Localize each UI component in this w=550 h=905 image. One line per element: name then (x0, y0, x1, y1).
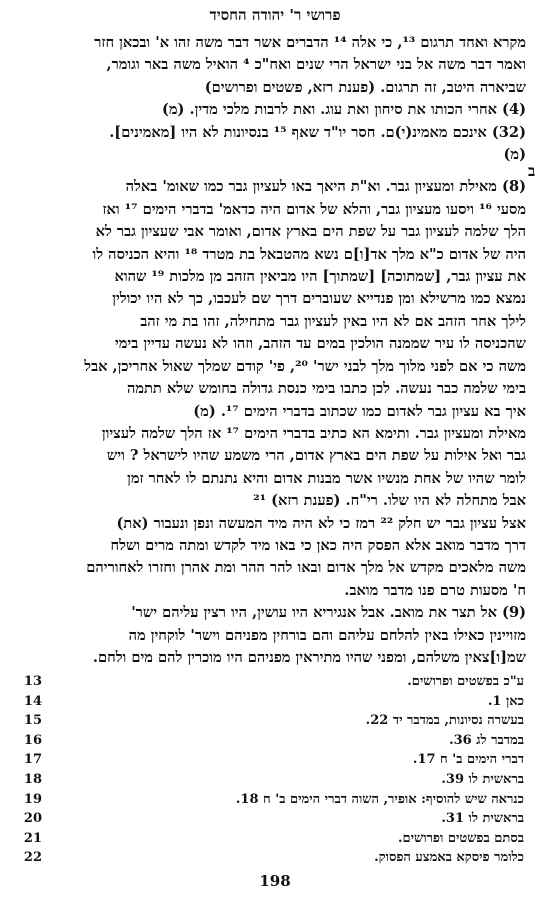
text-line: משה מלאכים מקדש אל מלך אדום ובאו להר ההר ומת אהרן וחזרו לאחוריהם (86, 559, 526, 577)
text-line: איך בא עציון גבר לאדום כמו שכתוב בדברי הימים ¹⁷. (מ) (193, 402, 526, 420)
footnote (14, 711, 526, 731)
paragraph-2 (14, 176, 526, 669)
footnotes (14, 672, 526, 868)
text-line: לומר שהיו של אחת מנשיו אשר מבנות אדום והיא נתנתם לו לאחר זמן (127, 469, 526, 487)
footnote-text: במדבר לג 36. (449, 732, 524, 748)
main-text (14, 32, 526, 669)
text-line: לילך אחר הזהב אם לא היו באין לעציון גבר מתחילה, זהו בת מי זהב (140, 312, 526, 330)
text-line: (8) מאילת ומעציון גבר. וא"ת היאך באו לעציון גבר כמו שאומ' באלה (125, 178, 526, 196)
text-line: את עציון גבר, [שמתוכה] [שמתוך] היו מביאין הזהב מן מלכות ¹⁹ שהוא (114, 268, 526, 286)
text-line: הלך שלמה לעציון גבר על שפת הים בארץ אדום, ואומר אבי שעציון גבר לא (95, 223, 526, 241)
text-line: דרך מדבר מואב אלא הפסק היה כאן כי באו מיד לקדש ומתה מרים ושלח (110, 536, 526, 554)
paragraph-gap (14, 166, 526, 176)
text-line: אצל עציון גבר יש חלק ²² רמז כי לא היה מיד המעשה ונפן ונעבור (את) (116, 514, 526, 532)
text-line: שהכניסה לו עיר שממנה הולכין במים עד הזהב, וזהו לא נעשה עדיין בימי (114, 335, 526, 353)
margin-letter: ב (528, 162, 536, 180)
footnote (14, 848, 526, 868)
text-line: שמ[ו]צאין משלהם, ומפני שהיו מתיראין מפניהם היו מוכרין להם מים ולחם. (92, 648, 526, 666)
footnote (14, 770, 526, 790)
footnote-number: 16 (23, 732, 42, 748)
footnote-text: בסתם בפשטים ופרושים. (397, 830, 524, 846)
footnote-number: 21 (23, 830, 42, 846)
footnote-number: 15 (23, 713, 42, 729)
footnote (14, 790, 526, 810)
page-number: 198 (259, 872, 291, 890)
text-line: מאילת ומעציון גבר. ותימא הא כתיב בדברי הימים ¹⁷ אז הלך שלמה לעציון (101, 424, 526, 442)
text-line: ח' מסעות טרם פנו מדבר מואב. (344, 581, 526, 599)
text-line: מסעי ¹⁶ ויסעו מעציון גבר, והלא של אדום היה כדאמ' בדברי הימים ¹⁷ ואז (102, 200, 526, 218)
footnote-text: כנראה שיש להוסיף: אופיר, השוה דברי הימים ב' ח 18. (235, 791, 524, 807)
footnote (14, 672, 526, 692)
footnote-text: בראשית לו 39. (441, 771, 524, 787)
footnote-number: 14 (23, 693, 42, 709)
text-line: בימי שלמה כבר נעשה. לכן כתבו בימי כנסת גדולה בחומש שלא תתמה (126, 380, 526, 398)
footnote-number: 22 (23, 850, 42, 866)
footnote-number: 13 (23, 674, 42, 689)
text-line: שביארה היטב, זה תרגום. (פענת רזא, פשטים ופרושים) (204, 78, 526, 96)
text-line: היה של אדום כ"א מלך אד[ו]ם נשא מהטבאל בת מטרד ¹⁸ והיא הכניסה לו (92, 245, 526, 263)
text-line: ואמר דבר משה אל בני ישראל הרי שנים ואח"כ ⁴ הואיל משה באר וגומר, (106, 56, 526, 74)
text-line: משה כי אם לפני מלוך מלך לבני ישר' ²⁰, פי' קודם שמלך שאול אחריכן, אבל (84, 357, 526, 375)
footnote-text: בעשרה נסיונות, במדבר יד 22. (365, 713, 524, 729)
footnote (14, 829, 526, 849)
paragraph-1 (14, 32, 526, 166)
footnote-number: 18 (23, 771, 42, 787)
footnote-text: כאן 1. (487, 693, 524, 709)
text-line: גבר ואל אילות על שפת הים בארץ אדום, הרי משמע שהיו לישראל ? ויש (106, 447, 526, 465)
footnote-text: דברי הימים ב' ח 17. (412, 752, 524, 768)
footnote (14, 809, 526, 829)
text-line: (4) אחרי הכותו את סיחון ואת עוג. ואת לרבות מלכי מדין. (מ) (162, 101, 526, 119)
text-line: (9) אל תצר את מואב. אבל אנגיריא היו עושין, היו רצין עליהם ישר' (131, 604, 526, 622)
footnote (14, 692, 526, 712)
text-line: אבל מתחלה לא היו שלו. רי"ח. (פענת רזא) ²¹ (253, 492, 526, 510)
footnote (14, 731, 526, 751)
text-line: נמצא כמו מרשילא ומן פנדייא שעוברים דרך שם לעכבו, כך לא היו יכולין (112, 290, 526, 308)
text-line: מקרא ואחד תרגום ¹³, כי אלה ¹⁴ הדברים אשר דבר משה זהו א' ובכאן חזר (94, 34, 526, 51)
footnote-text: כלומר פיסקא באמצע הפסוק. (374, 850, 524, 866)
text-line: מזויינין כאילו באין להלחם עליהם והם בורחין מפניהם וישר' לוקחין מה (128, 626, 526, 644)
running-header: פרושי ר' יהודה החסיד (209, 6, 341, 24)
footnote-number: 19 (23, 791, 42, 807)
footnote (14, 750, 526, 770)
text-line: (מ) (503, 146, 526, 164)
footnote-text: בראשית לו 31. (441, 811, 524, 827)
footnote-number: 20 (23, 811, 42, 827)
text-line: (32) אינכם מאמינ(י)ם. חסר יו"ד שאף ¹⁵ בנסיונות לא היו [מאמינים]. (109, 123, 526, 141)
footnote-number: 17 (23, 752, 42, 768)
footnote-text: ע"כ בפשטים ופרושים. (407, 674, 524, 689)
